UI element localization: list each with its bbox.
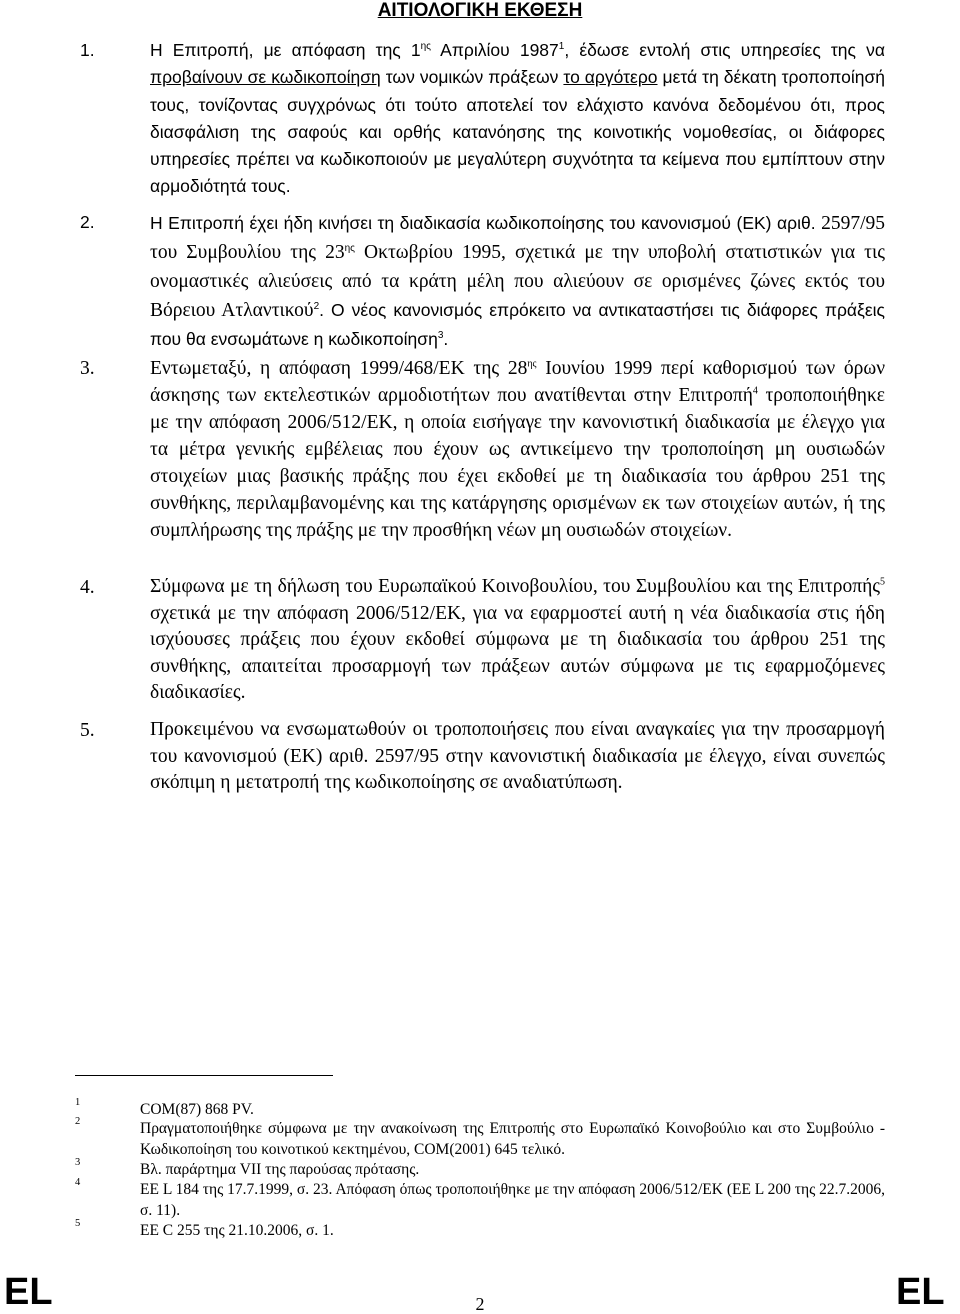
paragraph-text [150,717,885,797]
text-run: . Ο νέος κανονισμός επρόκειτο να αντικαταστήσει τις διάφορες πράξεις που θα ενσωμάτωνε η κωδικοποίηση [150,300,885,349]
superscript: 2 [313,301,320,313]
superscript: 5 [880,576,885,588]
footnote-number: 3 [75,1157,81,1168]
footnote-number: 2 [75,1116,81,1127]
text-run: σχετικά με την απόφαση 2006/512/ΕΚ, για να εφαρμοστεί αυτή η νέα διαδικασία στις ήδη ισχύουσες πράξεις που έχουν εκδοθεί σύμφωνα με τη διαδικασία του άρθρου 251 της συνθήκης, απαιτείται προσαρμογή των πράξεων αυτών σύμφωνα με τις εφαρμοζόμενες διαδικασίες. [150,602,885,703]
text-run: τροποποιήθηκε με την απόφαση 2006/512/ΕΚ, η οποία εισήγαγε την κανονιστική διαδικασία με έλεγχο για τα μέτρα γενικής εμβέλειας που έχουν ως αντικείμενο την τροποποίηση μη ουσιωδών στοιχείων μιας βασικής πράξης που έχει εκδοθεί με τη διαδικασία του άρθρου 251 της συνθήκης, περιλαμβανομένης και της κατάργησης ορισμένων εκ των στοιχείων αυτών, ή της συμπλήρωσης της πράξης με την προσθήκη νέων μη ουσιωδών στοιχείων. [150,385,885,541]
text-run: Ιουνίου 1999 περί καθορισμού των όρων άσκησης των εκτελεστικών αρμοδιοτήτων που ανατίθενται στην Επιτροπή [150,358,886,406]
text-run: 2597/95 του Συμβουλίου της 23 [150,213,885,263]
superscript: 3 [437,330,444,342]
text-run: Προκειμένου να ενσωματωθούν οι τροποποιήσεις που είναι αναγκαίες για την προσαρμογή του κανονισμού (ΕΚ) αριθ. 2597/95 στην κανονιστική διαδικασία με έλεγχο, είναι συνεπώς σκόπιμη η μετατροπή της κωδικοποίησης σε αναδιατύπωση. [150,719,885,793]
text-run: μετά τη δέκατη τροποποίησή τους, τονίζοντας συγχρόνως ότι τούτο αποτελεί τον ελάχιστο κανόνα δεδομένου ότι, προς διασφάλιση της σαφούς και ορθής κατανόησης της κοινοτικής νομοθεσίας, οι διάφορες υπηρεσίες πρέπει να κωδικοποιούν με μεγαλύτερη συχνότητα τα κείμενα που εμπίπτουν στην αρμοδιότητά τους. [150,67,885,197]
paragraph-text [150,37,885,201]
footer-language-right: EL [896,1271,945,1313]
paragraph-number: 3. [80,358,95,379]
footnote-number: 5 [75,1218,81,1229]
paragraph-number: 5. [80,720,95,741]
superscript: 1 [558,41,565,53]
text-run: , έδωσε εντολή στις υπηρεσίες της να [564,40,885,60]
document-title: ΑΙΤΙΟΛΟΓΙΚΗ ΕΚΘΕΣΗ [377,0,583,21]
text-run: των νομικών πράξεων [380,67,564,88]
superscript: ης [527,358,537,370]
footnote-text: ΕΕ L 184 της 17.7.1999, σ. 23. Απόφαση όπως τροποποιήθηκε με την απόφαση 2006/512/ΕΚ (ΕΕ L 200 της 22.7.2006, σ. 11). [140,1181,885,1219]
text-run: Οκτωβρίου 1995, σχετικά με την υποβολή στατιστικών για τις ονομαστικές αλιεύσεις από τα κράτη μέλη που αλιεύουν σε ορισμένες ζώνες εκτός του Βόρειου Ατλαντικού [150,242,885,321]
paragraph-number: 4. [80,577,95,598]
footnote-text: Βλ. παράρτημα VII της παρούσας πρότασης. [140,1161,420,1178]
text-run: Απριλίου 1987 [431,40,559,60]
footnote-number: 1 [75,1097,81,1108]
footnote-text: COM(87) 868 PV. [140,1101,254,1118]
text-run: . [443,329,449,349]
superscript: ης [420,41,431,53]
superscript: 4 [752,385,758,397]
text-run: Η Επιτροπή έχει ήδη κινήσει τη διαδικασία κωδικοποίησης του κανονισμού (ΕΚ) αριθ. [150,213,822,233]
paragraph-text [150,574,885,707]
footnote-text: ΕΕ C 255 της 21.10.2006, σ. 1. [140,1222,334,1239]
text-run: Εντωμεταξύ, η απόφαση 1999/468/ΕΚ της 28 [150,358,528,379]
paragraph-number: 1. [80,40,95,60]
page-number: 2 [475,1294,485,1314]
superscript: ης [344,243,355,255]
underlined-text: το αργότερο [563,67,658,88]
text-run: Σύμφωνα με τη δήλωση του Ευρωπαϊκού Κοινοβουλίου, του Συμβουλίου και της Επιτροπής [150,576,880,597]
paragraph-text [150,355,885,544]
underlined-text: προβαίνουν σε κωδικοποίηση [150,67,381,88]
footnote-text: Πραγματοποιήθηκε σύμφωνα με την ανακοίνωση της Επιτροπής στο Ευρωπαϊκό Κοινοβούλιο και στο Συμβούλιο - Κωδικοποίηση του κοινοτικού κεκτημένου, COM(2001) 645 τελικό. [140,1120,885,1158]
text-run: Η Επιτροπή, με απόφαση της 1 [150,40,421,60]
paragraph-text [150,209,885,353]
footnote-divider [75,1075,333,1076]
paragraph-number: 2. [80,212,95,232]
footer-language-left: EL [4,1271,53,1313]
footnote-number: 4 [75,1177,81,1188]
